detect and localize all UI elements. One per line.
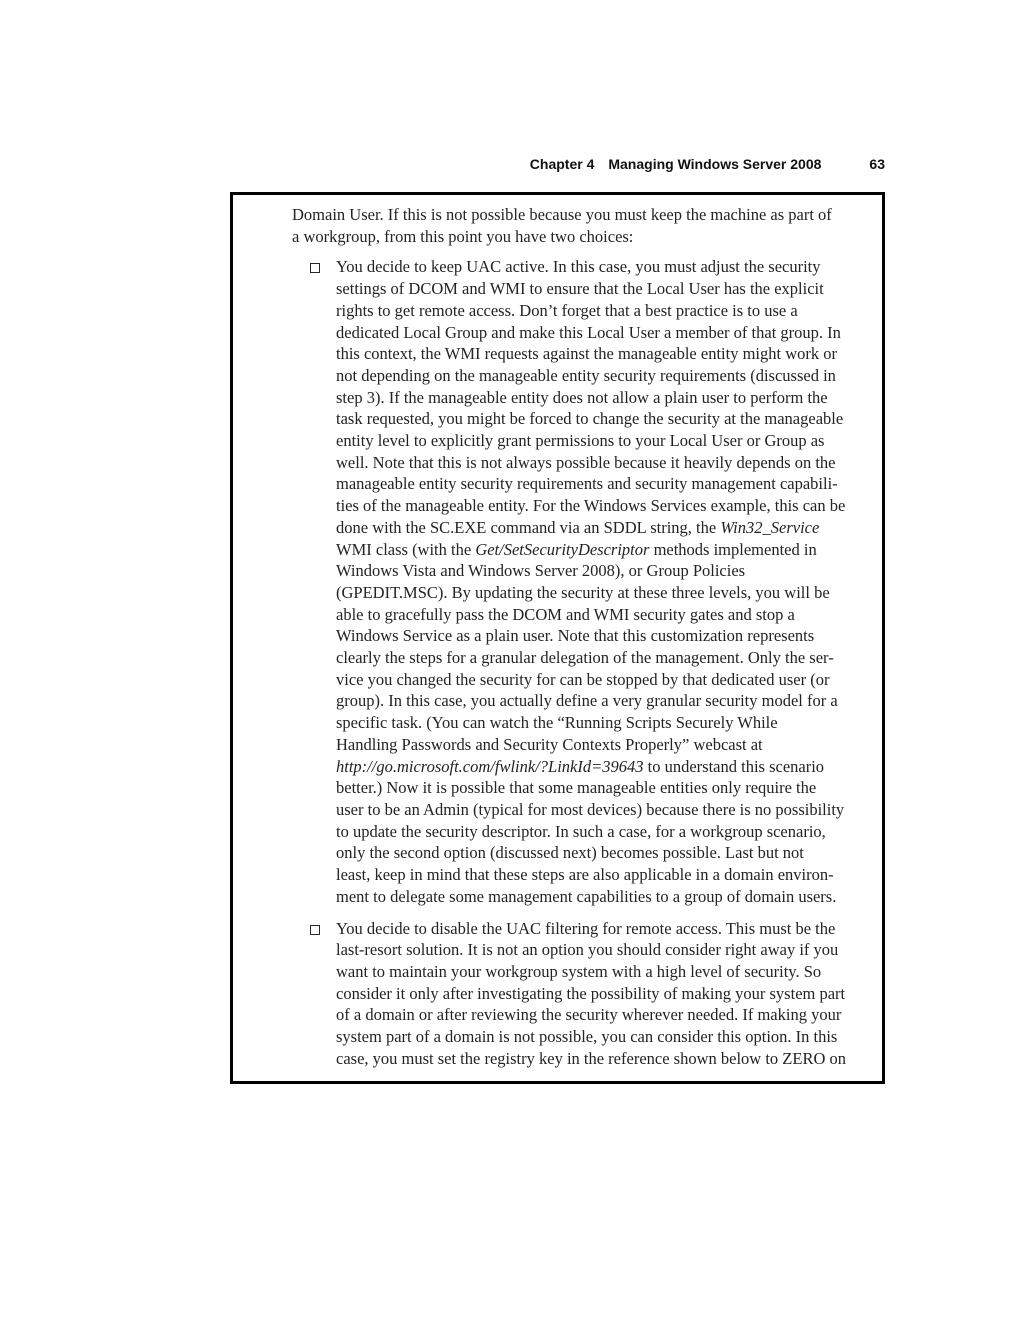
square-bullet-icon	[310, 263, 320, 273]
page-number: 63	[869, 156, 885, 172]
note-box-content	[233, 195, 882, 1069]
bullet-text: You decide to disable the UAC filtering for remote access. This must be the last-resort solution. It is not an option you should consider right away if you want to maintain your workgroup system with a high level of security. So consider it only after investigating the possibility of making your system part of a domain or after reviewing the security wherever needed. If making your system part of a domain is not possible, you can consider this option. In this case, you must set the registry key in the reference shown below to ZERO on	[336, 918, 846, 1068]
bullet-item	[292, 918, 862, 1070]
square-bullet-icon	[310, 925, 320, 935]
page-title: Managing Windows Server 2008	[608, 156, 822, 172]
intro-paragraph: Domain User. If this is not possible because you must keep the machine as part of a workgroup, from this point you have two choices:	[292, 205, 832, 246]
bullet-item	[292, 256, 862, 907]
bullet-text: You decide to keep UAC active. In this case, you must adjust the security settings of DCOM and WMI to ensure that the Local User has the explicit rights to get remote access. Don’t forget that a best practice is to use a dedicated Local Group and make this Local User a member of that group. In this context, the WMI requests against the manageable entity might work or not depending on the manageable entity security requirements (discussed in step 3). If the manageable entity does not allow a plain user to perform the task requested, you might be forced to change the security at the manageable entity level to explicitly grant permissions to your Local User or Group as well. Note that this is not always possible because it heavily depends on the manageable entity security requirements and security management capabili- ties of the manageable entity. For the Windows Services example, this can be done with the SC.EXE command via an SDDL string, the Win32_Service WMI class (with the Get/SetSecurityDescriptor methods implemented in Windows Vista and Windows Server 2008), or Group Policies (GPEDIT.MSC). By updating the security at these three levels, you will be able to gracefully pass the DCOM and WMI security gates and stop a Windows Service as a plain user. Note that this customization represents clearly the steps for a granular delegation of the management. Only the ser- vice you changed the security for can be stopped by that dedicated user (or group). In this case, you actually define a very granular security model for a specific task. (You can watch the “Running Scripts Securely While Handling Passwords and Security Contexts Properly” webcast at http://go.microsoft.com/fwlink/?LinkId=39643 to understand this scenario better.) Now it is possible that some manageable entities only require the user to be an Admin (typical for most devices) because there is no possibility to update the security descriptor. In such a case, for a workgroup scenario, only the second option (discussed next) becomes possible. Last but not least, keep in mind that these steps are also applicable in a domain environ- ment to delegate some management capabilities to a group of domain users.	[336, 257, 846, 906]
running-head	[230, 156, 885, 172]
note-box	[230, 192, 885, 1084]
chapter-label: Chapter 4	[529, 156, 595, 172]
